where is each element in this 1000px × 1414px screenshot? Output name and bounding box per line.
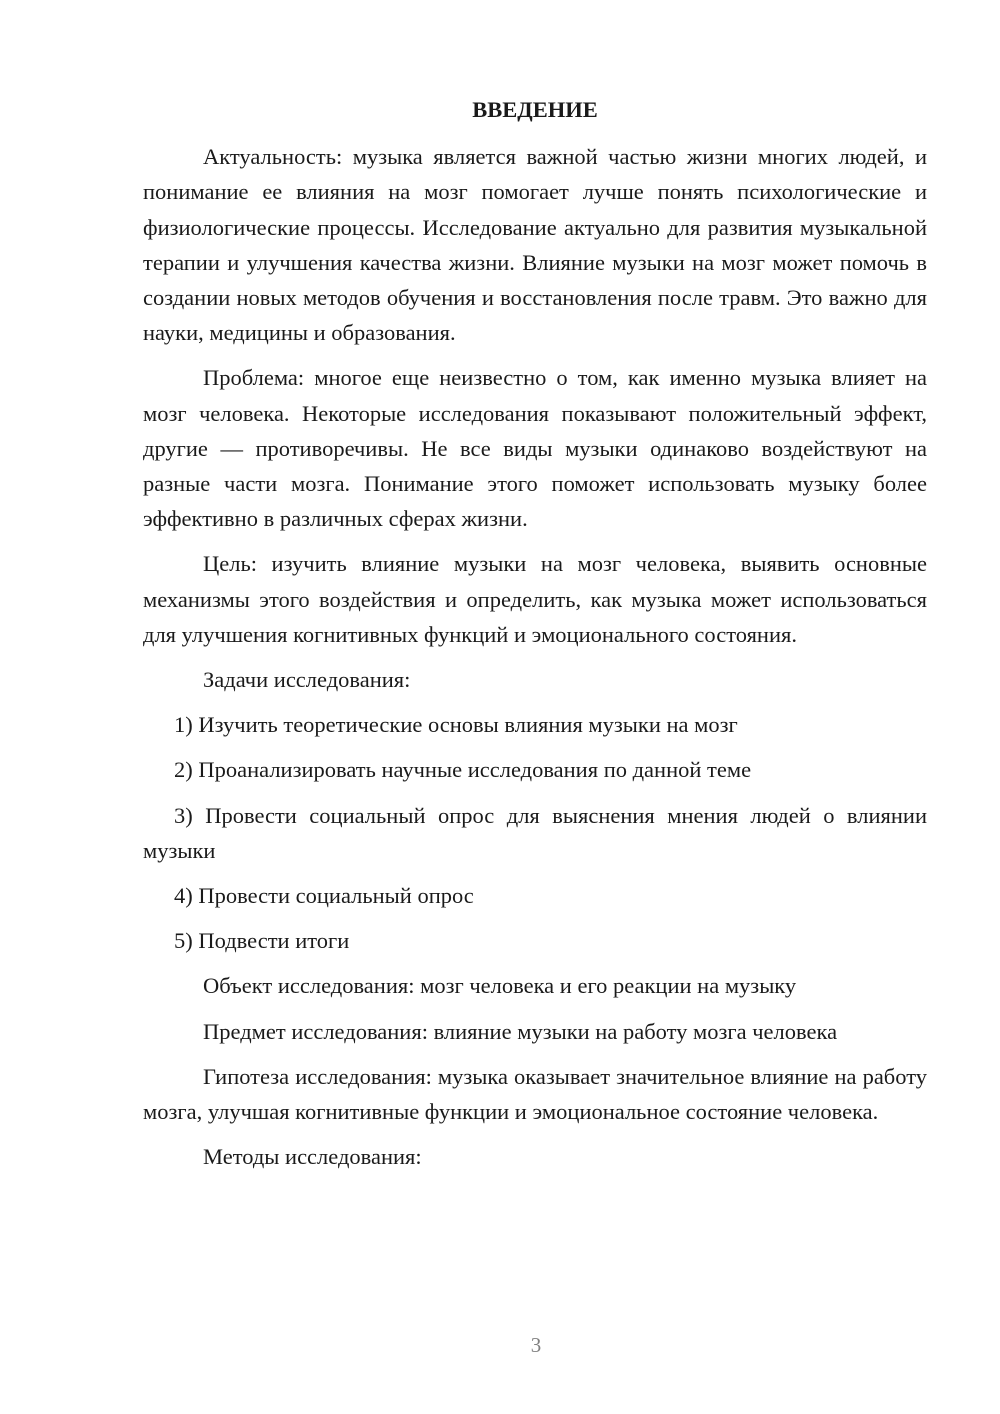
task-item: 2) Проанализировать научные исследования по данной теме xyxy=(174,757,752,783)
subject-paragraph: Предмет исследования: влияние музыки на работу мозга человека xyxy=(203,1018,838,1044)
methods-heading: Методы исследования: xyxy=(203,1144,422,1170)
task-item: 5) Подвести итоги xyxy=(174,928,350,954)
page-number: 3 xyxy=(530,1333,542,1357)
hypothesis-paragraph: Гипотеза исследования: музыка оказывает значительное влияние на работу мозга, улучшая когнитивные функции и эмоциональное состояние человека. xyxy=(143,1063,927,1125)
problem-paragraph: Проблема: многое еще неизвестно о том, как именно музыка влияет на мозг человека. Некоторые исследования показывают положительный эффект, другие — противоречивы. Не все виды музыки одинаково воздействуют на разные части мозга. Понимание этого поможет использовать музыку более эффективно в различных сферах жизни. xyxy=(143,365,927,532)
relevance-paragraph: Актуальность: музыка является важной частью жизни многих людей, и понимание ее влияния на мозг помогает лучше понять психологические и физиологические процессы. Исследование актуально для развития музыкальной терапии и улучшения качества жизни. Влияние музыки на мозг может помочь в создании новых методов обучения и восстановления после травм. Это важно для науки, медицины и образования. xyxy=(143,144,927,346)
page-content xyxy=(143,92,927,1184)
task-item: 4) Провести социальный опрос xyxy=(174,883,474,909)
task-item: 1) Изучить теоретические основы влияния музыки на мозг xyxy=(174,712,738,738)
goal-paragraph: Цель: изучить влияние музыки на мозг человека, выявить основные механизмы этого воздействия и определить, как музыка может использоваться для улучшения когнитивных функций и эмоционального состояния. xyxy=(143,551,927,647)
task-item: 3) Провести социальный опрос для выяснения мнения людей о влиянии музыки xyxy=(143,802,927,863)
object-paragraph: Объект исследования: мозг человека и его реакции на музыку xyxy=(203,973,797,999)
section-title: ВВЕДЕНИЕ xyxy=(472,97,598,122)
tasks-heading: Задачи исследования: xyxy=(203,667,411,693)
